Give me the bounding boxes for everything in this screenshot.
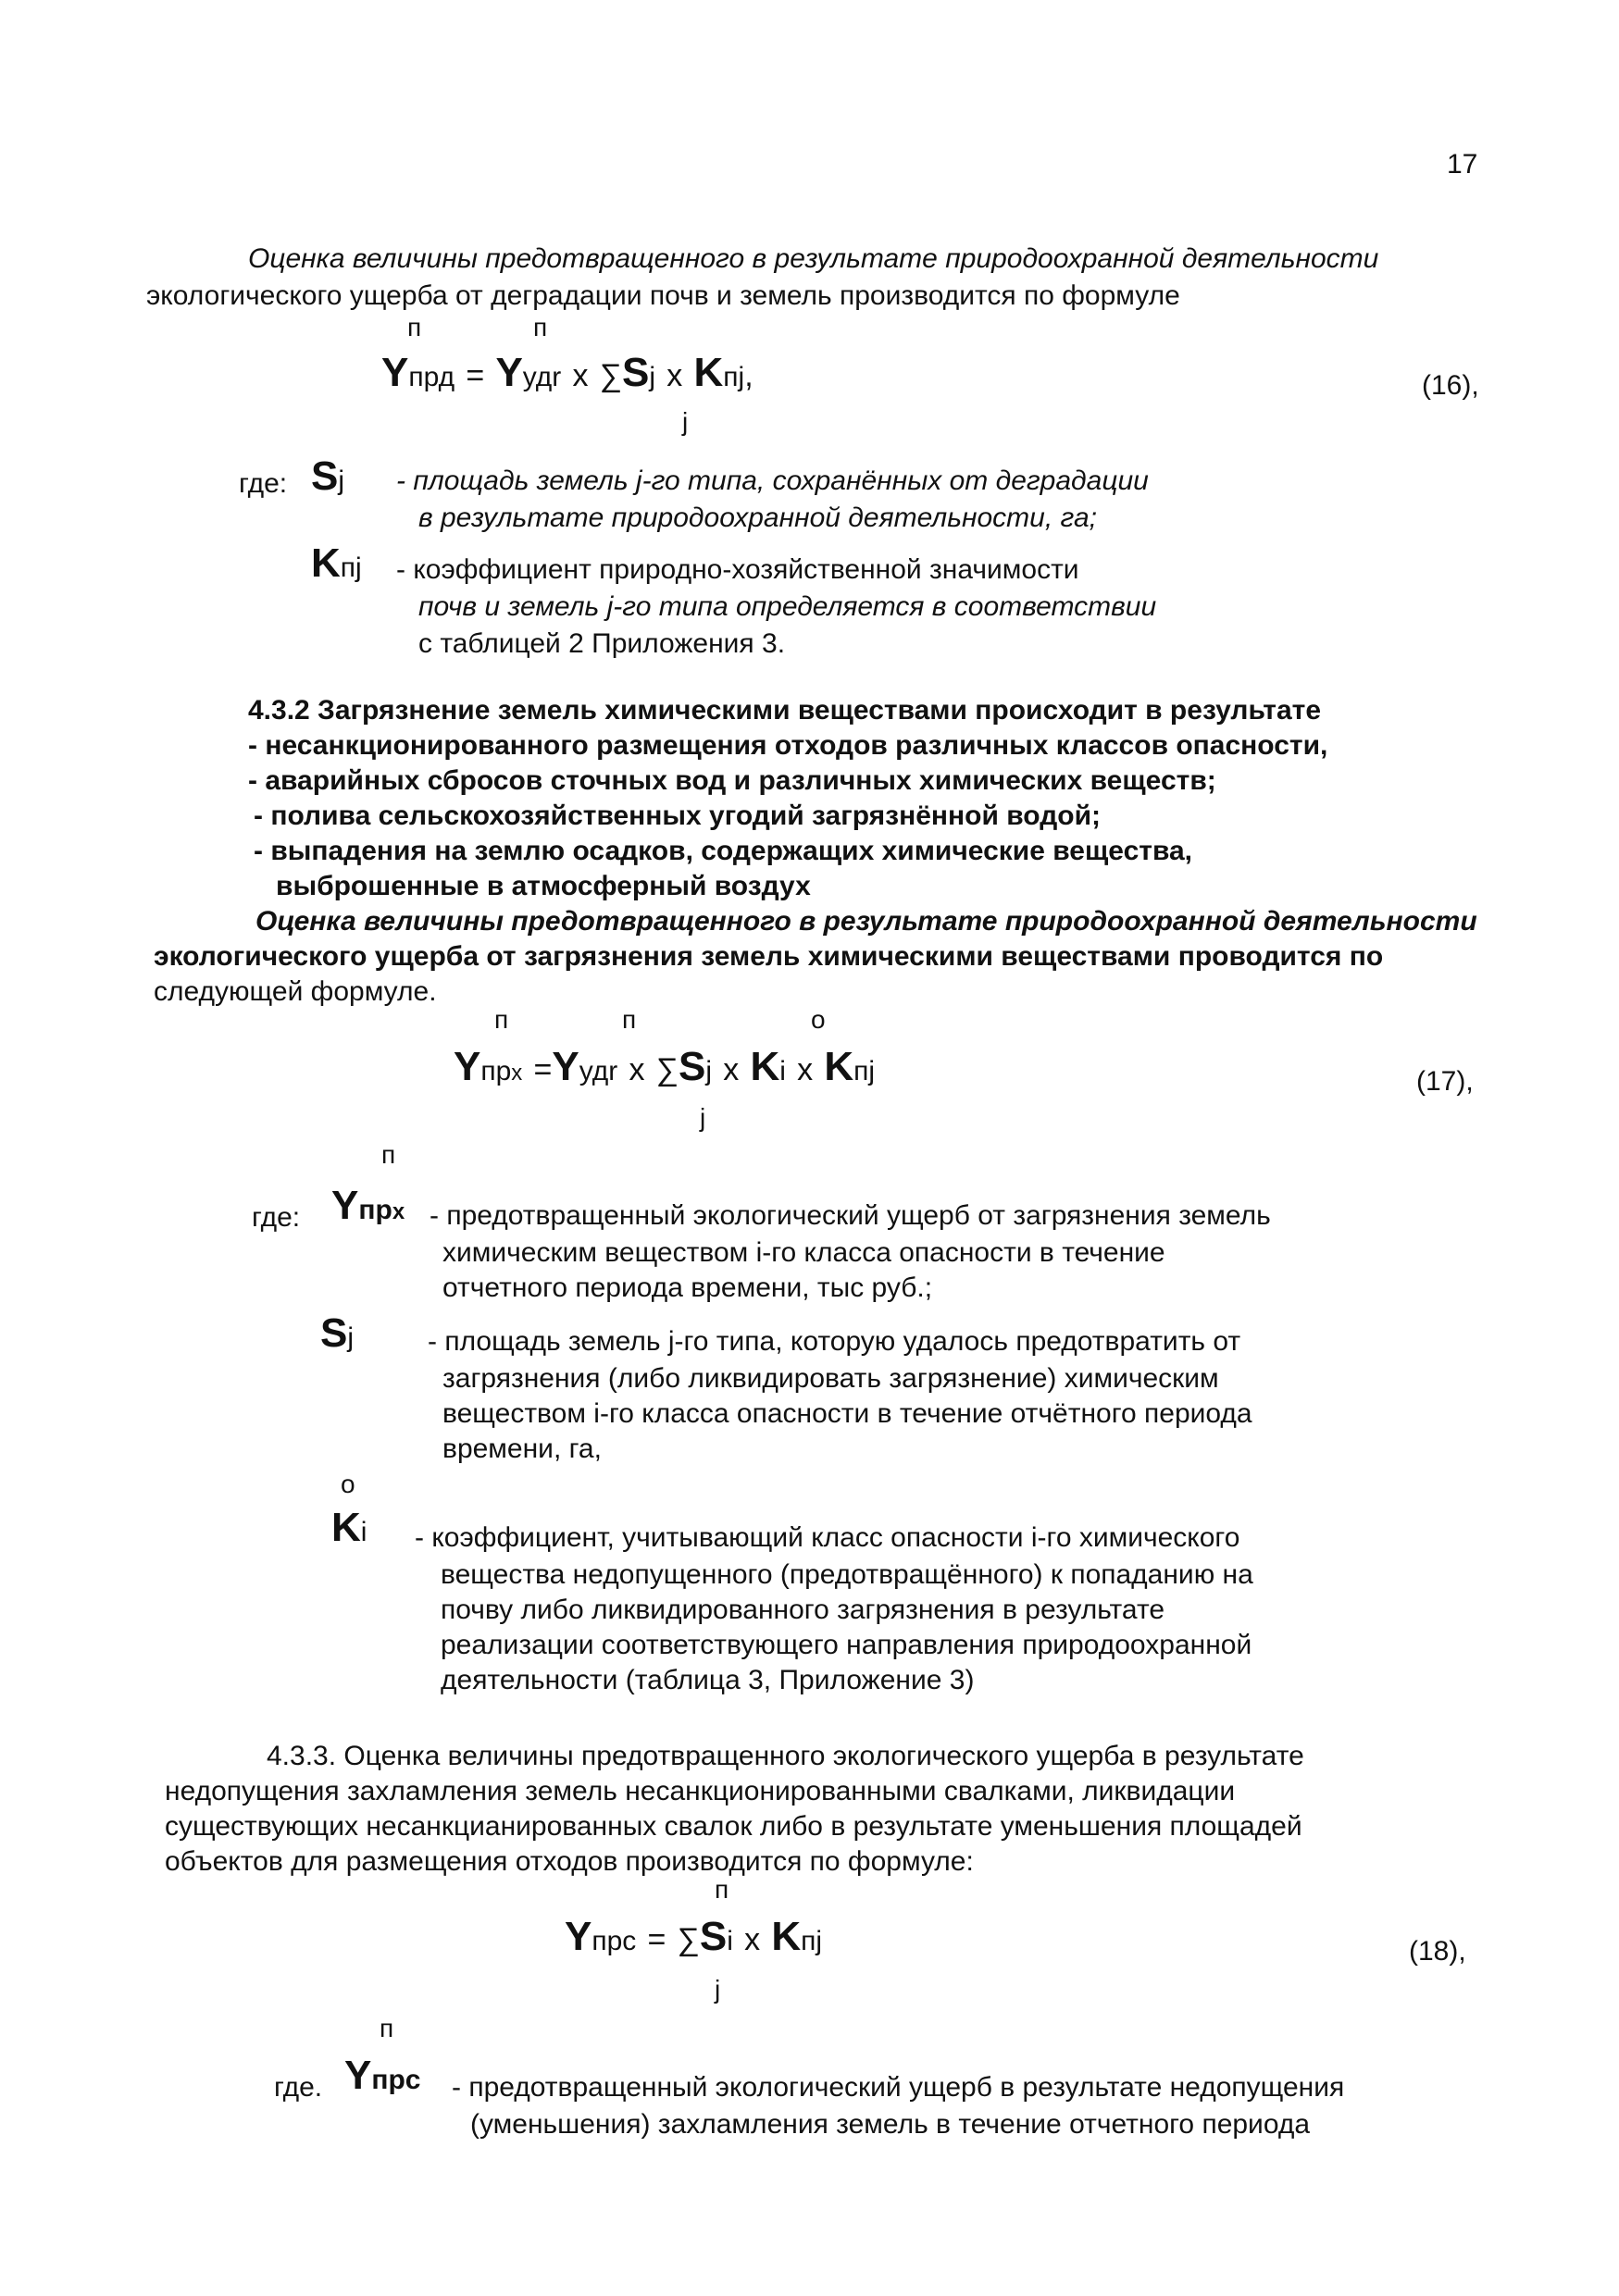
def16-k-line-1: - коэффициент природно-хозяйственной значимости [396, 554, 1079, 585]
f17-top-mark-2: п [622, 1005, 637, 1034]
f16-eq: = [466, 358, 485, 393]
s432-line-6: выброшенные в атмосферный воздух [276, 871, 811, 901]
def17-k-line-2: вещества недопущенного (предотвращённого) к попаданию на [441, 1559, 1253, 1590]
intro-italic: Оценка величины предотвращенного в результате природоохранной деятельности [248, 243, 1379, 274]
def18-mark-n: п [380, 2014, 394, 2042]
def17-s-line-1: - площадь земель j-го типа, которую удалось предотвратить от [428, 1326, 1241, 1357]
f17-top-mark-3: о [811, 1005, 826, 1034]
s432-line-7: Оценка величины предотвращенного в результате природоохранной деятельности [255, 906, 1477, 937]
def17-k-line-3: почву либо ликвидированного загрязнения в результате [441, 1595, 1165, 1625]
f16-lhs: Y [381, 350, 409, 395]
f17-x2: x [723, 1052, 740, 1087]
f17-x1: x [629, 1052, 645, 1087]
f18-bottom-mark: j [715, 1975, 721, 2004]
s432-line-2: - несанкционированного размещения отходов различных классов опасности, [248, 730, 1328, 761]
f16-k: K [693, 350, 724, 395]
def16-s-symbol: Sj [311, 453, 345, 499]
f16-top-mark-1: п [407, 313, 422, 341]
def17-y-line-3: отчетного периода времени, тыс руб.; [442, 1272, 933, 1303]
def17-mark-o: о [341, 1470, 355, 1498]
f18-eq: = [647, 1922, 666, 1957]
f17-s: S [678, 1044, 706, 1089]
def18-y-symbol: Yпрс [344, 2053, 421, 2098]
f17-number: (17), [1416, 1066, 1474, 1097]
f18-sigma: ∑ [677, 1922, 700, 1957]
def16-k-line-3: с таблицей 2 Приложения 3. [418, 628, 786, 659]
formula-18 [565, 1914, 822, 1960]
def17-s-line-3: веществом i-го класса опасности в течение отчётного периода [442, 1398, 1252, 1429]
f17-u-sub: удr [579, 1056, 618, 1086]
def18-line-2: (уменьшения) захламления земель в течение отчетного периода [470, 2109, 1311, 2140]
def17-k-symbol: Ki [331, 1505, 367, 1550]
def16-s-line-1: - площадь земель j-го типа, сохранённых от деградации [396, 465, 1149, 496]
f17-x3: x [797, 1052, 814, 1087]
def16-where: где: [239, 468, 288, 499]
def17-s-line-4: времени, га, [442, 1433, 602, 1464]
s433-line-4: объектов для размещения отходов производится по формуле: [165, 1846, 974, 1877]
f17-k: K [824, 1044, 854, 1089]
f17-eq: = [533, 1052, 553, 1087]
f16-comma: , [744, 358, 753, 393]
def18-line-1: - предотвращенный экологический ущерб в результате недопущения [452, 2072, 1345, 2103]
s433-line-3: существующих несанкцианированных свалок либо в результате уменьшения площадей [165, 1811, 1302, 1842]
def16-s-line-2: в результате природоохранной деятельности, га; [418, 503, 1097, 533]
f16-k-sub: пj [723, 362, 745, 392]
f16-u-sub: удr [522, 362, 562, 392]
f16-x1: x [572, 358, 589, 393]
s432-line-8: экологического ущерба от загрязнения земель химическими веществами проводится по [154, 941, 1384, 972]
f18-number: (18), [1409, 1936, 1466, 1967]
f18-s-sub: i [727, 1926, 733, 1956]
s432-line-9: следующей формуле. [154, 976, 437, 1007]
def16-k-symbol: Kпj [311, 540, 362, 586]
def18-where: где. [274, 2072, 323, 2103]
f16-bottom-mark: j [682, 407, 689, 436]
f16-top-mark-2: п [533, 313, 548, 341]
f18-k-sub: пj [801, 1926, 823, 1956]
f18-lhs-sub: прс [592, 1926, 637, 1956]
f17-top-mark-1: п [494, 1005, 509, 1034]
f18-s: S [699, 1914, 728, 1959]
f17-lhs-sub: прx [480, 1056, 523, 1086]
f16-u: Y [495, 350, 523, 395]
f17-s-sub: j [705, 1056, 712, 1086]
f18-lhs: Y [565, 1914, 592, 1959]
f18-k: K [771, 1914, 802, 1959]
f16-sigma: ∑ [599, 358, 623, 393]
f16-number: (16), [1422, 370, 1479, 401]
def17-k-line-5: деятельности (таблица 3, Приложение 3) [441, 1665, 975, 1695]
s433-line-1: 4.3.3. Оценка величины предотвращенного экологического ущерба в результате [267, 1741, 1304, 1771]
f16-lhs-sub: прд [408, 362, 455, 392]
formula-16 [381, 350, 753, 396]
f17-sigma: ∑ [655, 1052, 679, 1087]
f18-top-mark: п [715, 1875, 729, 1904]
def17-y-line-2: химическим веществом i-го класса опасности в течение [442, 1237, 1165, 1268]
f17-bottom-mark: j [700, 1103, 706, 1132]
def17-mark-n: п [381, 1140, 396, 1169]
def16-k-line-2: почв и земель j-го типа определяется в соответствии [418, 591, 1157, 622]
f17-ki-sub: i [779, 1056, 786, 1086]
def17-k-line-4: реализации соответствующего направления природоохранной [441, 1630, 1252, 1660]
s432-line-1: 4.3.2 Загрязнение земель химическими веществами происходит в результате [248, 695, 1322, 726]
def17-s-symbol: Sj [320, 1310, 355, 1356]
def17-where: где: [252, 1202, 301, 1233]
intro-line-2: экологического ущерба от деградации почв и земель производится по формуле [146, 280, 1180, 311]
s432-line-5: - выпадения на землю осадков, содержащих химические вещества, [254, 836, 1193, 866]
f17-k-sub: пj [853, 1056, 876, 1086]
formula-17 [454, 1044, 875, 1090]
f16-x2: x [666, 358, 683, 393]
def17-y-line-1: - предотвращенный экологический ущерб от загрязнения земель [430, 1200, 1271, 1231]
s432-line-3: - аварийных сбросов сточных вод и различных химических веществ; [248, 765, 1216, 796]
def17-k-line-1: - коэффициент, учитывающий класс опасности i-го химического [415, 1522, 1240, 1553]
f16-s: S [622, 350, 650, 395]
f17-lhs: Y [454, 1044, 481, 1089]
f18-x1: x [744, 1922, 761, 1957]
f16-s-sub: j [649, 362, 656, 392]
def17-y-symbol: Yпрx [331, 1183, 405, 1228]
f17-ki: K [750, 1044, 780, 1089]
page-number: 17 [1447, 149, 1478, 180]
s433-line-2: недопущения захламления земель несанкционированными свалками, ликвидации [165, 1776, 1236, 1806]
f17-u: Y [552, 1044, 579, 1089]
def17-s-line-2: загрязнения (либо ликвидировать загрязнение) химическим [442, 1363, 1219, 1394]
s432-line-4: - полива сельскохозяйственных угодий загрязнённой водой; [254, 800, 1101, 831]
intro-line-1 [248, 242, 1378, 276]
